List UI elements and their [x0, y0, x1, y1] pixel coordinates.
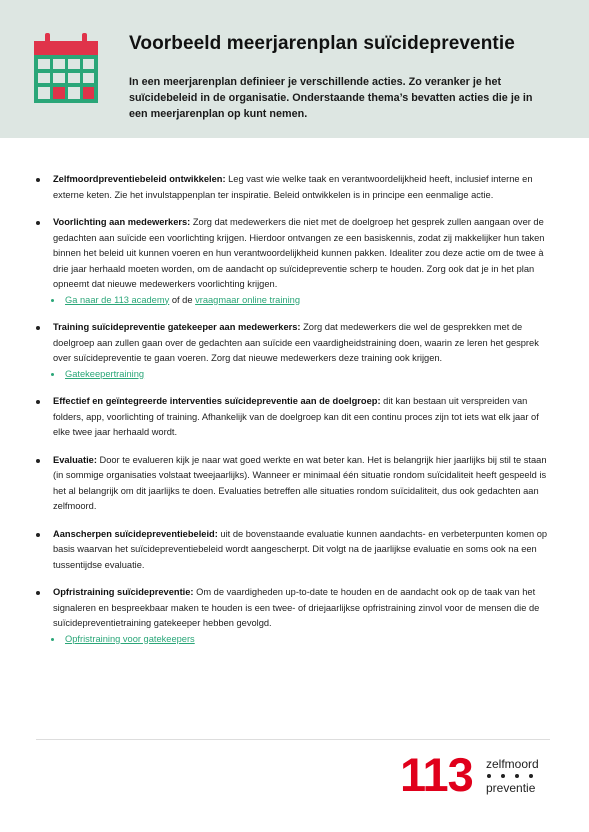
sub-bullet-icon	[51, 638, 54, 641]
item-text: uit de bovenstaande evaluatie kunnen aandachts- en verbeterpunten komen op basis waarvan het suïcidepreventiebeleid wordt aangescherpt. Dit volgt na de jaarlijkse evaluatie en soms ook na een tussentijdse evaluatie.	[53, 528, 548, 570]
sub-list-item	[53, 293, 556, 309]
list-item	[36, 320, 556, 382]
item-heading: Training suïcidepreventie gatekeeper aan medewerkers:	[53, 322, 301, 332]
list-item	[36, 585, 556, 647]
sub-bullet-icon	[51, 299, 54, 302]
academy-link[interactable]: Ga naar de 113 academy	[65, 294, 170, 305]
logo-number: 113	[400, 748, 473, 801]
list-item	[36, 394, 556, 441]
item-text: Om de vaardigheden up-to-date te houden en de aandacht ook op de taak van het signaleren en bespreekbaar maken te houden is een twee- of driejaarlijkse opfristraining zinvol voor de mensen die de suïcidepreventietraining gatekeeper hebben gevolgd.	[53, 587, 540, 628]
item-heading: Aanscherpen suïcidepreventiebeleid:	[53, 528, 218, 539]
theme-list	[36, 172, 556, 659]
sub-list-item	[53, 367, 556, 383]
logo-text-bottom: preventie	[486, 781, 536, 795]
logo-text-top: zelfmoord	[486, 757, 539, 771]
calendar-icon	[34, 33, 98, 103]
item-heading: Zelfmoordpreventiebeleid ontwikkelen:	[53, 174, 226, 184]
bullet-icon	[36, 459, 40, 463]
bullet-icon	[36, 591, 40, 595]
sub-bullet-icon	[51, 373, 54, 376]
gatekeeper-training-link[interactable]: Gatekeepertraining	[65, 368, 145, 379]
item-heading: Voorlichting aan medewerkers:	[53, 217, 191, 227]
item-heading: Opfristraining suïcidepreventie:	[53, 587, 194, 597]
list-item	[36, 215, 556, 308]
sub-list-item	[53, 632, 556, 648]
online-training-link[interactable]: vraagmaar online training	[195, 294, 300, 305]
bullet-icon	[36, 221, 40, 225]
item-text: dit kan bestaan uit verspreiden van folders, app, voorlichting of training. Afhankelijk van de doelgroep kan dit een continu proces zijn tot iets wat elk jaar of elke twee jaar herhaald wordt.	[53, 396, 539, 437]
bullet-icon	[36, 178, 40, 182]
footer-divider	[36, 739, 550, 740]
bullet-icon	[36, 326, 40, 330]
page-header	[0, 0, 589, 138]
item-text: Door te evalueren kijk je naar wat goed werkte en wat beter kan. Het is belangrijk hier jaarlijks bij stil te staan (in sommige organisaties volstaat tweejaarlijks). Wanneer er minimaal één situatie rondom suïcidaliteit heeft gespeeld is het al belangrijk om dit jaarlijks te doen. Evaluaties betreffen alle situaties rondom suïcidaliteit, dus ook gedachten aan zelfmoord.	[53, 454, 547, 511]
item-heading: Evaluatie:	[53, 454, 97, 465]
logo-dots	[487, 774, 533, 778]
refresher-training-link[interactable]: Opfristraining voor gatekeepers	[65, 633, 195, 644]
list-item	[36, 527, 556, 574]
intro-text: In een meerjarenplan definieer je verschillende acties. Zo veranker je het suïcidebeleid in de organisatie. Onderstaande thema’s bevatten acties die je in een meerjarenplan op kunt nemen.	[129, 76, 533, 120]
item-text: Leg vast wie welke taak en verantwoordelijkheid heeft, inclusief interne en externe keten. Zie het invulstappenplan ter inspiratie. Beleid ontwikkelen is in principe een eenmalige actie.	[53, 174, 533, 200]
link-connector: of de	[169, 294, 196, 305]
item-heading: Effectief en geïntegreerde interventies suïcidepreventie aan de doelgroep:	[53, 396, 381, 406]
bullet-icon	[36, 400, 40, 404]
list-item	[36, 172, 556, 203]
page-title: Voorbeeld meerjarenplan suïcidepreventie	[129, 33, 515, 54]
item-text: Zorg dat medewerkers die wel de gesprekken met de doelgroep aan zullen gaan over de gedachten aan suïcide een vaardigheidstraining doen, waarin ze leren het gesprek over suïcidepreventie te gaan voeren. Zorg dat nieuwe medewerkers deze training ook krijgen.	[53, 322, 539, 363]
bullet-icon	[36, 533, 40, 537]
item-text: Zorg dat medewerkers die niet met de doelgroep het gesprek zullen aangaan over de gedachten aan suïcide een voorlichting krijgen. Hierdoor ontvangen ze een basiskennis, zodat zij makkelijker hun taken binnen het beleid uit kunnen voeren en hun verantwoordelijkheid kunnen pakken. Idealiter zou deze actie om de twee à drie jaar herhaald moeten worden, om de aandacht op suïcidepreventie scherp te houden. Zorg ook dat je in het plan opneemt dat nieuwe medewerkers voorlichting krijgen.	[53, 217, 545, 289]
list-item	[36, 453, 556, 515]
